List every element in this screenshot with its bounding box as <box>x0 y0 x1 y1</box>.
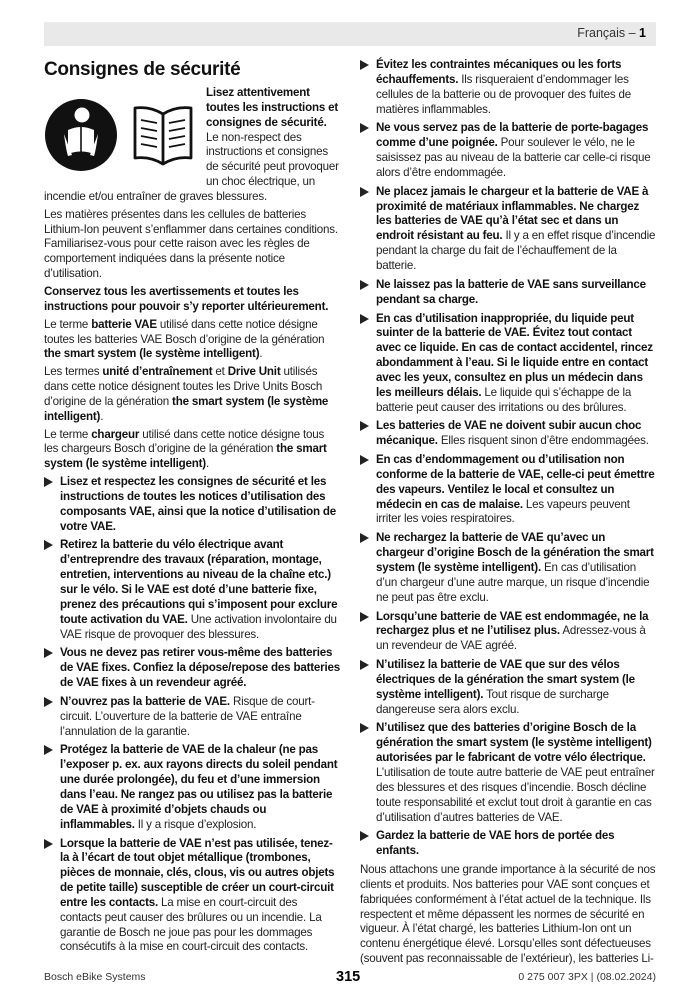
safety-bullet: N’ouvrez pas la batterie de VAE. Risque de court-circuit. L’ouverture de la batterie de VAE entraîne l’annulation de la garantie. <box>44 695 340 740</box>
bullet-arrow-icon <box>360 314 369 324</box>
closing-paragraph: Nous attachons une grande importance à la sécurité de nos clients et produits. Nos batteries pour VAE sont conçues et fabriquées conformément à l’état actuel de la technique. Ils respectent et même dépassent les normes de sécurité en vigueur. À l’état chargé, les batteries Lithium-Ion ont un contenu énergétique élevé. Lorsqu’elles sont défectueuses (souvent pas reconnaissable de l’extérieur), les batteries Li- <box>360 863 656 966</box>
safety-bullet: Ne laissez pas la batterie de VAE sans surveillance pendant sa charge. <box>360 278 656 308</box>
term-charger: Le terme chargeur utilisé dans cette notice désigne tous les chargeurs Bosch d’origine de la génération the smart system (le système intelligent). <box>44 427 327 471</box>
bullet-arrow-icon <box>360 60 369 70</box>
safety-bullet: Protégez la batterie de VAE de la chaleur (ne pas l’exposer p. ex. aux rayons directs du soleil pendant une durée prolongée), du feu et d’une immersion dans l’eau. Ne rangez pas ou utilisez pas la batterie de VAE à proximité d’objets chauds ou inflammables. Il y a risque d’explosion. <box>44 743 340 832</box>
header-bar <box>44 22 656 46</box>
bullet-arrow-icon <box>360 831 369 841</box>
safety-bullet: N’utilisez que des batteries d’origine Bosch de la génération the smart system (le système intelligent) autorisées par le fabricant de votre vélo électrique. L’utilisation de toute autre batterie de VAE peut entraîner des blessures et des risques d’incendie. Bosch décline toute responsabilité et exclut tout droit à garantie en cas d’utilisation d’autres batteries de VAE. <box>360 721 656 825</box>
bullet-arrow-icon <box>44 477 53 487</box>
safety-bullet: Ne vous servez pas de la batterie de porte-bagages comme d’une poignée. Pour soulever le vélo, ne le saisissez pas au niveau de la batterie car celle-ci risque alors d’être endommagée. <box>360 121 656 180</box>
safety-bullet: Lisez et respectez les consignes de sécurité et les instructions de toutes les notices d’utilisation des composants VAE, ainsi que la notice d’utilisation de votre VAE. <box>44 475 340 534</box>
safety-bullet: Gardez la batterie de VAE hors de portée des enfants. <box>360 829 656 859</box>
safety-bullet: Lorsqu’une batterie de VAE est endommagée, ne la rechargez plus et ne l’utilisez plus. Adressez-vous à un revendeur de VAE agréé. <box>360 610 656 655</box>
safety-bullet: Ne rechargez la batterie de VAE qu’avec un chargeur d’origine Bosch de la génération the smart system (le système intelligent). En cas d’utilisation d’un chargeur d’une autre marque, un risque d’incendie ne peut pas être exclu. <box>360 531 656 605</box>
intro-paragraph: Lisez attentivement toutes les instructions et consignes de sécurité. Le non-respect des instructions et consignes de sécurité peut provoquer un choc électrique, un incendie et/ou entraîner de graves blessures. <box>44 86 339 203</box>
safety-icons <box>44 88 198 176</box>
footer-doc-id: 0 275 007 3PX | (08.02.2024) <box>518 971 656 983</box>
bullet-arrow-icon <box>360 123 369 133</box>
safety-bullet: Les batteries de VAE ne doivent subir aucun choc mécanique. Elles risquent sinon d’être endommagées. <box>360 419 656 449</box>
bullet-arrow-icon <box>44 697 53 707</box>
intro-section <box>44 86 340 205</box>
header-language: Français – 1 <box>577 26 646 40</box>
safety-bullet: Lorsque la batterie de VAE n’est pas utilisée, tenez-la à l’écart de tout objet métallique (trombones, pièces de monnaie, clés, clous, vis ou autres objets de petite taille) susceptible de créer un court-circuit entre les contacts. La mise en court-circuit des contacts peut causer des brûlures ou un incendie. La garantie de Bosch ne joue pas pour les dommages consécutifs à la mise en court-circuit des contacts. <box>44 837 340 956</box>
right-column <box>360 58 656 970</box>
safety-bullet: En cas d’utilisation inappropriée, du liquide peut suinter de la batterie de VAE. Évitez tout contact avec ce liquide. En cas de contact accidentel, rincez abondamment à l’eau. Si le liquide entre en contact avec les yeux, consultez en plus un médecin dans les meilleurs délais. Le liquide qui s’échappe de la batterie peut causer des irritations ou des brûlures. <box>360 312 656 416</box>
safety-bullet: Retirez la batterie du vélo électrique avant d’entreprendre des travaux (réparation, montage, entretien, interventions au niveau de la chaîne etc.) sur le vélo. Si le VAE est doté d’une batterie fixe, prenez des précautions qui s’imposent pour exclure toute activation du VAE. Une activation involontaire du VAE risque de provoquer des blessures. <box>44 538 340 642</box>
safety-bullet: Ne placez jamais le chargeur et la batterie de VAE à proximité de matériaux inflammables. Ne chargez les batteries de VAE qu’à l’état sec et dans un endroit résistant au feu. Il y a en effet risque d’incendie pendant la charge du fait de l’échauffement de la batterie. <box>360 185 656 274</box>
safety-bullet: Vous ne devez pas retirer vous-même des batteries de VAE fixes. Confiez la dépose/repose des batteries de VAE fixes à un revendeur agréé. <box>44 646 340 691</box>
keep-instructions: Conservez tous les avertissements et toutes les instructions pour pouvoir s’y reporter ultérieurement. <box>44 284 329 313</box>
safety-bullet: En cas d’endommagement ou d’utilisation non conforme de la batterie de VAE, celle-ci peut émettre des vapeurs. Ventilez le local et consultez un médecin en cas de malaise. Les vapeurs peuvent irriter les voies respiratoires. <box>360 453 656 527</box>
bullet-arrow-icon <box>360 660 369 670</box>
bullet-arrow-icon <box>360 723 369 733</box>
safety-bullet: N’utilisez la batterie de VAE que sur des vélos électriques de la génération the smart system (le système intelligent). Tout risque de surcharge dangereuse sera alors exclu. <box>360 658 656 717</box>
person-reading-manual-icon <box>44 98 118 172</box>
bullet-arrow-icon <box>360 421 369 431</box>
term-drive-unit: Les termes unité d’entraînement et Drive Unit utilisés dans cette notice désignent toutes les Drive Units Bosch d’origine de la génération the smart system (le système intelligent). <box>44 365 329 423</box>
bullet-arrow-icon <box>44 839 53 849</box>
bullet-arrow-icon <box>44 745 53 755</box>
lithium-warning: Les matières présentes dans les cellules de batteries Lithium-Ion peuvent s’enflammer dans certaines conditions. Familiarisez-vous pour cette raison avec les règles de comportement indiquées dans la présente notice d’utilisation. <box>44 207 338 281</box>
page-title: Consignes de sécurité <box>44 59 241 80</box>
bullet-arrow-icon <box>360 533 369 543</box>
bullet-arrow-icon <box>360 187 369 197</box>
bullet-arrow-icon <box>360 455 369 465</box>
bullet-arrow-icon <box>360 280 369 290</box>
bullet-arrow-icon <box>44 540 53 550</box>
bullet-arrow-icon <box>360 612 369 622</box>
safety-bullet: Évitez les contraintes mécaniques ou les forts échauffements. Ils risqueraient d’endommager les cellules de la batterie ou de provoquer des fuites de matières inflammables. <box>360 58 656 117</box>
footer-page-number: 315 <box>336 969 361 985</box>
left-column <box>44 58 340 959</box>
open-book-icon <box>130 100 196 168</box>
bullet-arrow-icon <box>44 648 53 658</box>
footer-brand: Bosch eBike Systems <box>44 971 146 983</box>
term-battery: Le terme batterie VAE utilisé dans cette notice désigne toutes les batteries VAE Bosch d’origine de la génération the smart system (le système intelligent). <box>44 317 325 361</box>
